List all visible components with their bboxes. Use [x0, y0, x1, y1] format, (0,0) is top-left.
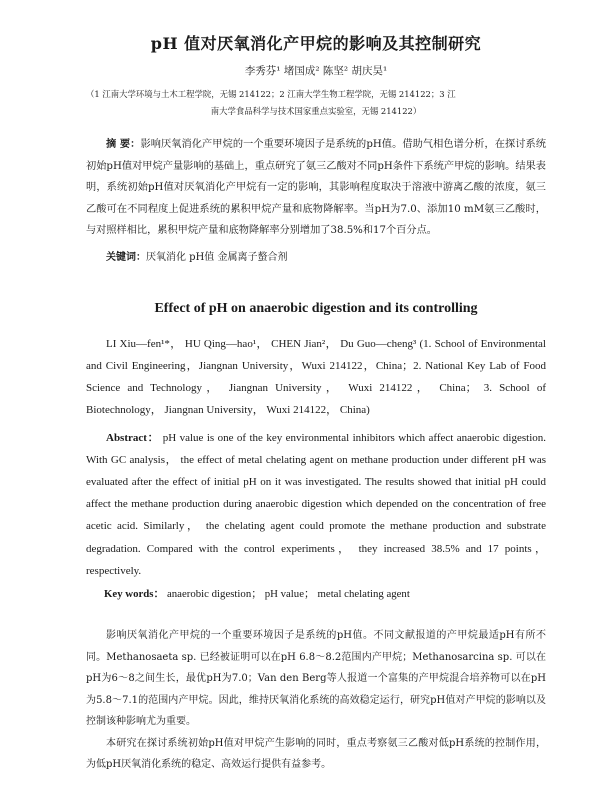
- chinese-abstract: [86, 134, 546, 242]
- english-authors: LI Xiu—fen¹*， HU Qing—hao¹， CHEN Jian²， Du Guo—cheng³ (1. School of Environmental and Civil Engineering，Jiangnan University，Wuxi 214122，China；2. National Key Lab of Food Science and Technology， Jiangnan University， Wuxi 214122， China； 3. School of Biotechnology， Jiangnan University， Wuxi 214122， China): [86, 337, 546, 416]
- english-abstract-text: pH value is one of the key environmental inhibitors which affect anaerobic digestion. With GC analysis， the effect of metal chelating agent on methane production under different pH was evaluated after the effect of initial pH on it was investigated. The results showed that initial pH could affect the methane production during anaerobic digestion which depended on the concentration of free acetic acid. Similarly， the chelating agent could promote the methane production and substrate degradation. Compared with the control experiments， they increased 38.5% and 17 points， respectively.: [86, 431, 547, 577]
- introduction-paragraph-2: 本研究在探讨系统初始pH值对甲烷产生影响的同时，重点考察氨三乙酸对低pH系统的控制作用，为低pH厌氧消化系统的稳定、高效运行提供有益参考。: [86, 737, 546, 771]
- chinese-abstract-label: 摘 要：: [106, 138, 141, 150]
- english-abstract: [86, 427, 546, 582]
- chinese-keywords-text: 厌氧消化 pH值 金属离子螯合剂: [146, 251, 288, 263]
- chinese-affiliations: [86, 86, 546, 120]
- english-keywords: [86, 586, 546, 601]
- english-title: Effect of pH on anaerobic digestion and its controlling: [154, 300, 478, 316]
- chinese-keywords: [86, 248, 546, 263]
- english-keywords-label: Key words：: [104, 587, 165, 600]
- introduction-body: [86, 625, 546, 776]
- english-keywords-text: anaerobic digestion； pH value； metal chelating agent: [166, 587, 410, 600]
- chinese-keywords-label: 关键词：: [106, 251, 146, 263]
- chinese-authors: 李秀芬¹ 堵国成² 陈坚² 胡庆昊¹: [244, 65, 388, 77]
- affiliation-line-1: （1 江南大学环境与土木工程学院，无锡 214122；2 江南大学生物工程学院，无锡 214122；3 江: [86, 89, 456, 99]
- english-abstract-label: Abstract：: [106, 431, 160, 444]
- chinese-title: pH 值对厌氧消化产甲烷的影响及其控制研究: [150, 34, 482, 53]
- introduction-paragraph-1: 影响厌氧消化产甲烷的一个重要环境因子是系统的pH值。不同文献报道的产甲烷最适pH有所不同。Methanosaeta sp. 已经被证明可以在pH 6.8～8.2范围内产甲烷；Methanosarcina sp. 可以在pH为6～8之间生长，最优pH为7.0；Van den Berg等人报道一个富集的产甲烷混合培养物可以在pH为5.8～7.1的范围内产甲烷。因此，维持厌氧消化系统的高效稳定运行，研究pH值对产甲烷的影响以及控制该种影响尤为重要。: [86, 629, 546, 728]
- chinese-abstract-text: 影响厌氧消化产甲烷的一个重要环境因子是系统的pH值。借助气相色谱分析，在探讨系统初始pH值对甲烷产量影响的基础上，重点研究了氨三乙酸对不同pH条件下系统产甲烷的影响。结果表明，系统初始pH值对厌氧消化产甲烷有一定的影响，其影响程度取决于溶液中游离乙酸的浓度，氨三乙酸可在不同程度上促进系统的累积甲烷产量和底物降解率。当pH为7.0、添加10 mM氨三乙酸时，与对照样相比，累积甲烷产量和底物降解率分别增加了38.5%和17个百分点。: [86, 139, 547, 236]
- affiliation-line-2: 南大学食品科学与技术国家重点实验室，无锡 214122）: [210, 106, 422, 116]
